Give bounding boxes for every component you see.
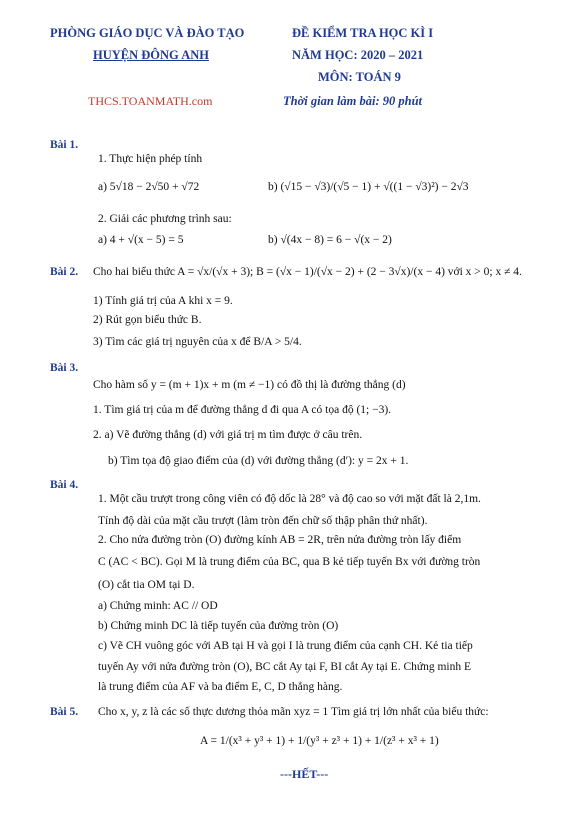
department-title: PHÒNG GIÁO DỤC VÀ ĐÀO TẠO bbox=[50, 26, 245, 40]
problem-1-q1: 1. Thực hiện phép tính bbox=[98, 153, 203, 165]
problem-3-q2a: 2. a) Vẽ đường thẳng (d) với giá trị m tìm được ở câu trên. bbox=[93, 429, 363, 441]
problem-5-label: Bài 5. bbox=[50, 706, 79, 718]
problem-4-label: Bài 4. bbox=[50, 479, 79, 491]
problem-4-p1-line2: Tính độ dài của mặt cầu trượt (làm tròn đến chữ số thập phân thứ nhất). bbox=[98, 515, 428, 527]
problem-4-p2-line3: (O) cắt tia OM tại D. bbox=[98, 579, 195, 591]
problem-5-formula: A = 1/(x³ + y³ + 1) + 1/(y³ + z³ + 1) + 1/(z³ + x³ + 1) bbox=[200, 735, 439, 747]
problem-1-q2: 2. Giải các phương trình sau: bbox=[98, 213, 232, 225]
time-limit: Thời gian làm bài: 90 phút bbox=[283, 94, 423, 108]
problem-1-label: Bài 1. bbox=[50, 139, 79, 151]
problem-2-label: Bài 2. bbox=[50, 266, 79, 278]
problem-3-q2b: b) Tìm tọa độ giao điểm của (d) với đường thẳng (d′): y = 2x + 1. bbox=[108, 455, 409, 467]
problem-3-intro: Cho hàm số y = (m + 1)x + m (m ≠ −1) có đồ thị là đường thẳng (d) bbox=[93, 379, 406, 391]
problem-1-q1b: b) (√15 − √3)/(√5 − 1) + √((1 − √3)²) − 2√3 bbox=[268, 181, 469, 193]
problem-4-qc-line2: tuyến Ay với nửa đường tròn (O), BC cắt Ay tại F, BI cắt Ay tại E. Chứng minh E bbox=[98, 661, 472, 673]
problem-5-intro: Cho x, y, z là các số thực dương thỏa mãn xyz = 1 Tìm giá trị lớn nhất của biểu thức: bbox=[98, 706, 489, 718]
problem-2-intro: Cho hai biểu thức A = √x/(√x + 3); B = (√x − 1)/(√x − 2) + (2 − 3√x)/(x − 4) với x > 0; x ≠ 4. bbox=[93, 266, 522, 278]
problem-2-q2: 2) Rút gọn biểu thức B. bbox=[93, 314, 202, 326]
problem-2-q3: 3) Tìm các giá trị nguyên của x để B/A > 5/4. bbox=[93, 336, 302, 348]
problem-4-qb: b) Chứng minh DC là tiếp tuyến của đường tròn (O) bbox=[98, 620, 339, 632]
website-label: THCS.TOANMATH.com bbox=[88, 94, 213, 108]
problem-1-q2b: b) √(4x − 8) = 6 − √(x − 2) bbox=[268, 234, 392, 246]
problem-4-qa: a) Chứng minh: AC // OD bbox=[98, 600, 218, 612]
school-year: NĂM HỌC: 2020 – 2021 bbox=[292, 48, 424, 62]
district-title: HUYỆN ĐÔNG ANH bbox=[93, 48, 209, 62]
problem-4-qc-line3: là trung điểm của AF và ba điểm E, C, D thẳng hàng. bbox=[98, 681, 343, 693]
problem-4-qc-line1: c) Vẽ CH vuông góc với AB tại H và gọi I là trung điểm của cạnh CH. Kẻ tia tiếp bbox=[98, 640, 473, 652]
problem-4-p2-line2: C (AC < BC). Gọi M là trung điểm của BC, qua B kẻ tiếp tuyến Bx với đường tròn bbox=[98, 556, 481, 568]
end-marker: ---HẾT--- bbox=[280, 767, 329, 781]
problem-3-q1: 1. Tìm giá trị của m để đường thẳng d đi qua A có tọa độ (1; −3). bbox=[93, 404, 392, 416]
subject: MÔN: TOÁN 9 bbox=[318, 70, 401, 84]
problem-4-p1-line1: 1. Một cầu trượt trong công viên có độ dốc là 28° và độ cao so với mặt đất là 2,1m. bbox=[98, 493, 481, 505]
exam-title: ĐỀ KIỂM TRA HỌC KÌ I bbox=[292, 26, 434, 40]
problem-4-p2-line1: 2. Cho nửa đường tròn (O) đường kính AB = 2R, trên nửa đường tròn lấy điểm bbox=[98, 534, 462, 546]
problem-1-q2a: a) 4 + √(x − 5) = 5 bbox=[98, 234, 184, 246]
problem-2-q1: 1) Tính giá trị của A khi x = 9. bbox=[93, 295, 233, 307]
problem-1-q1a: a) 5√18 − 2√50 + √72 bbox=[98, 181, 200, 193]
problem-3-label: Bài 3. bbox=[50, 362, 79, 374]
